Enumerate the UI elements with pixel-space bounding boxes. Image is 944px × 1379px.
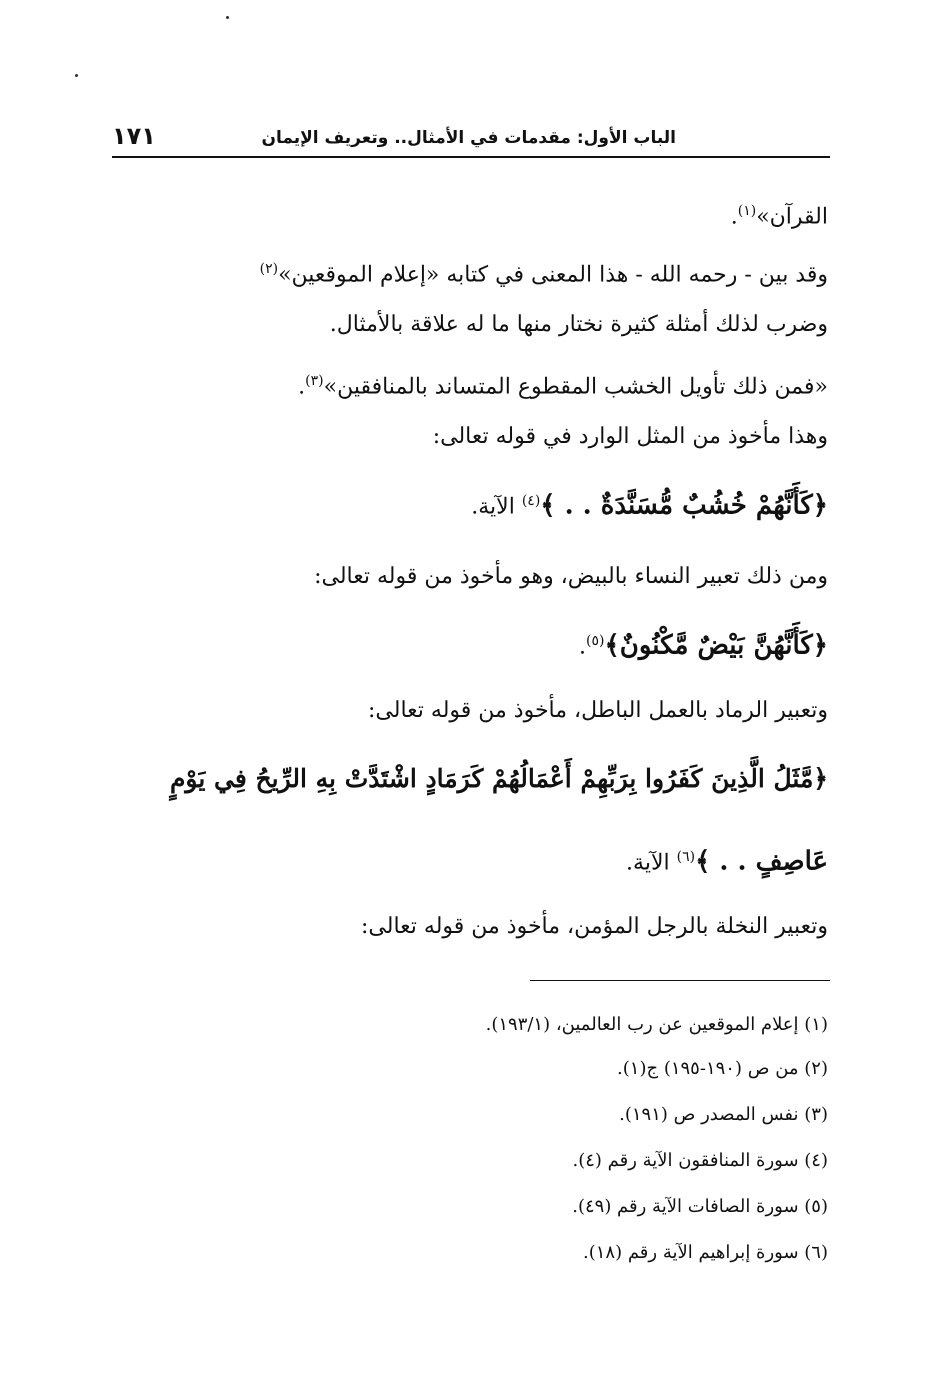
footnote: (١) إعلام الموقعين عن رب العالمين، (١٩٣/١). — [485, 1014, 828, 1035]
speck-mark — [75, 74, 78, 77]
verse-line — [626, 842, 828, 878]
body-text: . — [730, 204, 738, 230]
body-line — [368, 696, 828, 726]
body-line — [260, 254, 828, 290]
body-text: . — [298, 374, 306, 400]
quran-verse: ﴿كَأَنَّهُمْ خُشُبٌ مُّسَنَّدَةٌ . . ﴾ — [540, 490, 828, 521]
body-text: وتعبير النخلة بالرجل المؤمن، مأخوذ من قوله تعالى: — [361, 914, 828, 939]
footnote-ref: (٣) — [305, 373, 324, 389]
body-text: الآية. — [471, 494, 522, 520]
verse-line — [471, 486, 828, 522]
footnote-ref: (١) — [737, 203, 757, 219]
body-line — [298, 366, 828, 402]
verse-line — [170, 764, 828, 794]
footnote-ref: (٥) — [586, 633, 605, 649]
footnote: (٢) من ص (١٩٠-١٩٥) ج(١). — [617, 1058, 828, 1079]
body-line — [330, 310, 828, 340]
body-text: وضرب لذلك أمثلة كثيرة نختار منها ما له علاقة بالأمثال. — [329, 312, 828, 337]
body-text: . — [579, 634, 587, 660]
chapter-title: الباب الأول: مقدمات في الأمثال.. وتعريف الإيمان — [261, 128, 676, 148]
footnote-ref: (٢) — [259, 261, 279, 277]
footnote-ref: (٤) — [521, 493, 541, 509]
footnote-separator — [530, 980, 830, 981]
footnote: (٤) سورة المنافقون الآية رقم (٤). — [572, 1150, 828, 1171]
running-header — [112, 122, 830, 158]
body-line — [361, 912, 828, 942]
verse-line — [579, 626, 828, 662]
footnote: (٦) سورة إبراهيم الآية رقم (١٨). — [582, 1242, 828, 1263]
footnote: (٣) نفس المصدر ص (١٩١). — [619, 1104, 828, 1125]
body-text: وتعبير الرماد بالعمل الباطل، مأخوذ من قوله تعالى: — [368, 698, 828, 723]
body-text: وقد بين - رحمه الله - هذا المعنى في كتابه «إعلام الموقعين» — [278, 262, 828, 288]
footnote-ref: (٦) — [676, 849, 696, 865]
body-line — [731, 196, 828, 232]
speck-mark — [226, 16, 229, 19]
page-number: ١٧١ — [112, 122, 156, 150]
body-line — [314, 562, 828, 592]
footnote: (٥) سورة الصافات الآية رقم (٤٩). — [572, 1196, 828, 1217]
body-text: القرآن» — [756, 204, 828, 230]
body-line — [433, 422, 828, 452]
quran-verse: عَاصِفٍ . . ﴾ — [695, 846, 828, 877]
body-text: الآية. — [626, 850, 677, 876]
quran-verse: ﴿مَّثَلُ الَّذِينَ كَفَرُوا بِرَبِّهِمْ أَعْمَالُهُمْ كَرَمَادٍ اشْتَدَّتْ بِهِ الرِّيحُ فِي يَوْمٍ — [169, 764, 828, 793]
body-text: ومن ذلك تعبير النساء بالبيض، وهو مأخوذ من قوله تعالى: — [314, 564, 828, 589]
body-text: «فمن ذلك تأويل الخشب المقطوع المتساند بالمنافقين» — [323, 374, 828, 400]
body-text: وهذا مأخوذ من المثل الوارد في قوله تعالى: — [432, 424, 828, 449]
quran-verse: ﴿كَأَنَّهُنَّ بَيْضٌ مَّكْنُونٌ﴾ — [604, 630, 828, 661]
